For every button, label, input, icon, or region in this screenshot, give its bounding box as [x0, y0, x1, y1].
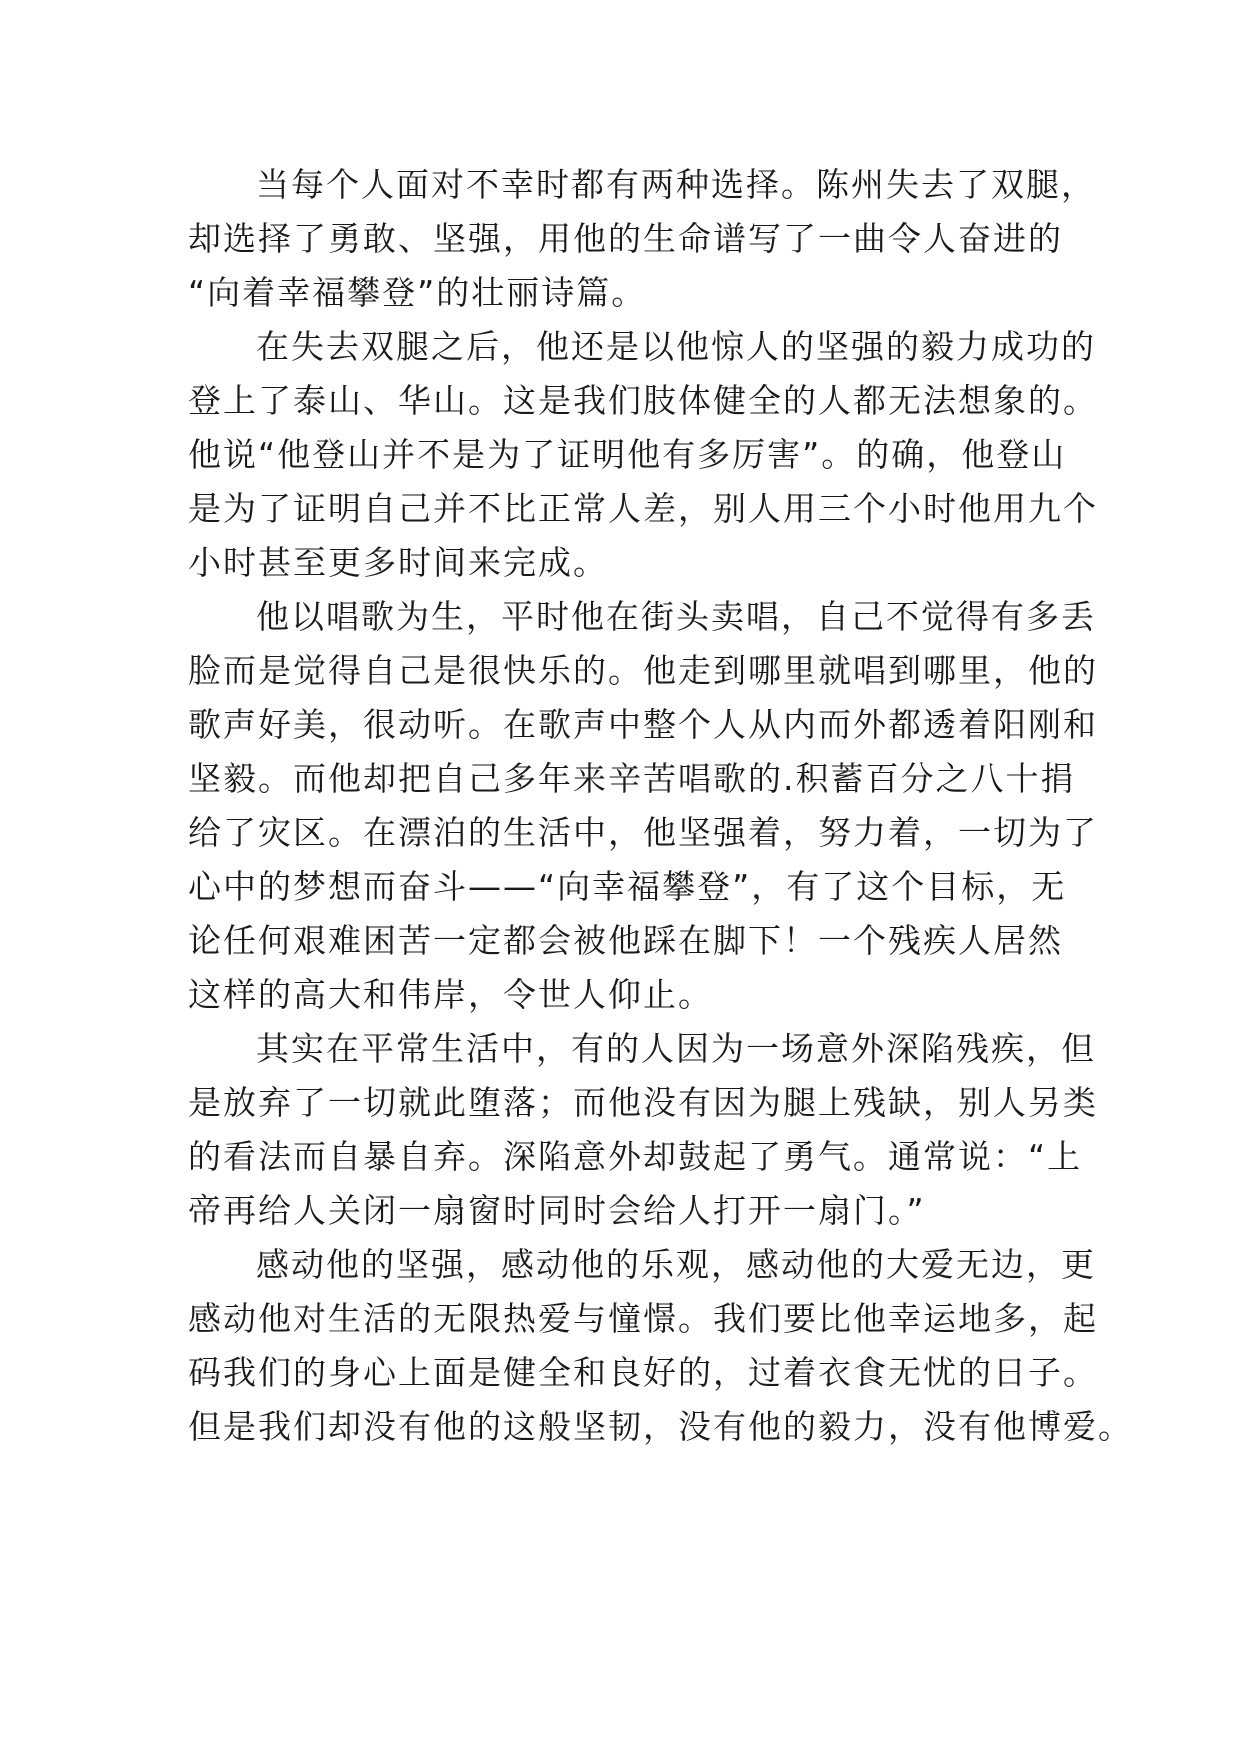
paragraph-5-line-2: 感动他对生活的无限热爱与憧憬。我们要比他幸运地多，起	[188, 1299, 1098, 1338]
paragraph-3-line-6: 心中的梦想而奋斗——“向幸福攀登”，有了这个目标，无	[188, 867, 1067, 906]
paragraph-3-line-4: 坚毅。而他却把自己多年来辛苦唱歌的.积蓄百分之八十捐	[188, 759, 1076, 798]
paragraph-4-line-4: 帝再给人关闭一扇窗时同时会给人打开一扇门。”	[188, 1191, 926, 1230]
paragraph-5-line-3: 码我们的身心上面是健全和良好的，过着衣食无忧的日子。	[188, 1353, 1098, 1392]
paragraph-1-line-1: 当每个人面对不幸时都有两种选择。陈州失去了双腿，	[256, 165, 1096, 204]
paragraph-2-line-4: 是为了证明自己并不比正常人差，别人用三个小时他用九个	[188, 489, 1098, 528]
paragraph-3-line-3: 歌声好美，很动听。在歌声中整个人从内而外都透着阳刚和	[188, 705, 1098, 744]
paragraph-1-line-3: “向着幸福攀登”的壮丽诗篇。	[188, 273, 647, 312]
paragraph-3-line-7: 论任何艰难困苦一定都会被他踩在脚下！一个残疾人居然	[188, 921, 1063, 960]
paragraph-3-line-1: 他以唱歌为生，平时他在街头卖唱，自己不觉得有多丢	[256, 597, 1096, 636]
paragraph-1-line-2: 却选择了勇敢、坚强，用他的生命谱写了一曲令人奋进的	[188, 219, 1063, 258]
paragraph-4-line-3: 的看法而自暴自弃。深陷意外却鼓起了勇气。通常说：“上	[188, 1137, 1083, 1176]
paragraph-4-line-2: 是放弃了一切就此堕落；而他没有因为腿上残缺，别人另类	[188, 1083, 1098, 1122]
paragraph-5-line-1: 感动他的坚强，感动他的乐观，感动他的大爱无边，更	[256, 1245, 1096, 1284]
paragraph-3-line-8: 这样的高大和伟岸，令世人仰止。	[188, 975, 713, 1014]
paragraph-3-line-5: 给了灾区。在漂泊的生活中，他坚强着，努力着，一切为了	[188, 813, 1098, 852]
paragraph-2-line-3: 他说“他登山并不是为了证明他有多厉害”。的确，他登山	[188, 435, 1067, 474]
paragraph-2-line-5: 小时甚至更多时间来完成。	[188, 543, 608, 582]
paragraph-4-line-1: 其实在平常生活中，有的人因为一场意外深陷残疾，但	[256, 1029, 1096, 1068]
article-body	[188, 158, 1133, 1454]
paragraph-2-line-1: 在失去双腿之后，他还是以他惊人的坚强的毅力成功的	[256, 327, 1096, 366]
paragraph-2-line-2: 登上了泰山、华山。这是我们肢体健全的人都无法想象的。	[188, 381, 1098, 420]
paragraph-3-line-2: 脸而是觉得自己是很快乐的。他走到哪里就唱到哪里，他的	[188, 651, 1098, 690]
paragraph-5-line-4: 但是我们却没有他的这般坚韧，没有他的毅力，没有他博爱。	[188, 1407, 1133, 1446]
